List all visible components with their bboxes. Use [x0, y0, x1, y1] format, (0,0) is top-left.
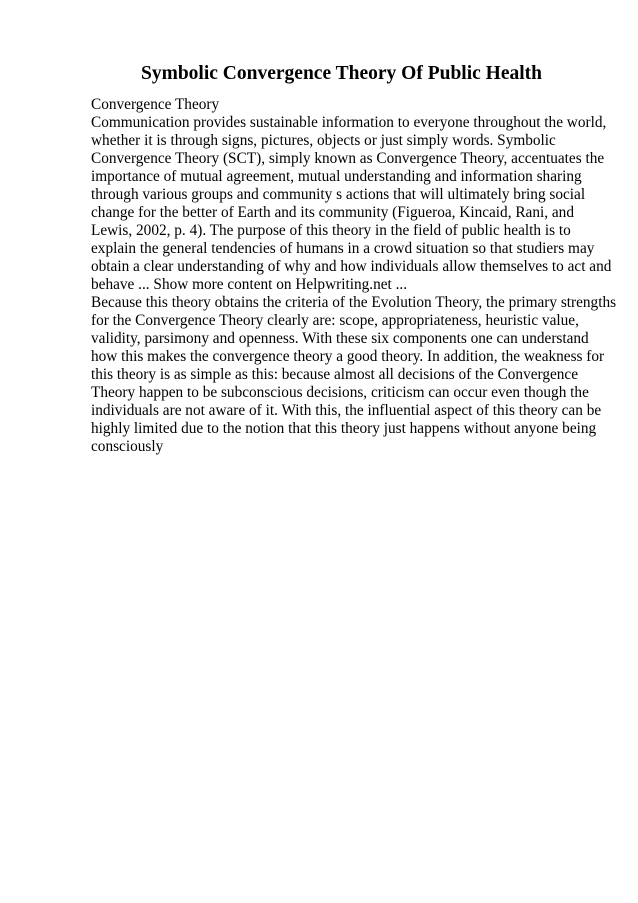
section-heading: Convergence Theory — [91, 96, 220, 113]
body-line: Lewis, 2002, p. 4). The purpose of this theory in the field of public health is to — [91, 222, 571, 239]
document-title: Symbolic Convergence Theory Of Public Health — [141, 63, 542, 84]
body-line: behave ... Show more content on Helpwriting.net ... — [91, 276, 408, 293]
body-line: obtain a clear understanding of why and how individuals allow themselves to act and — [91, 258, 612, 275]
body-line: validity, parsimony and openness. With these six components one can understand — [91, 330, 589, 347]
body-line: individuals are not aware of it. With this, the influential aspect of this theory can be — [91, 402, 602, 419]
body-line: consciously — [91, 438, 164, 455]
body-line: highly limited due to the notion that this theory just happens without anyone being — [91, 420, 597, 437]
body-line: Convergence Theory (SCT), simply known as Convergence Theory, accentuates the — [91, 150, 605, 167]
body-line: Because this theory obtains the criteria of the Evolution Theory, the primary strengths — [91, 294, 617, 311]
body-line: for the Convergence Theory clearly are: scope, appropriateness, heuristic value, — [91, 312, 579, 329]
body-line: how this makes the convergence theory a good theory. In addition, the weakness for — [91, 348, 605, 365]
body-line: this theory is as simple as this: because almost all decisions of the Convergence — [91, 366, 578, 383]
body-line: explain the general tendencies of humans in a crowd situation so that studiers may — [91, 240, 595, 257]
body-line: whether it is through signs, pictures, objects or just simply words. Symbolic — [91, 132, 556, 149]
body-line: change for the better of Earth and its community (Figueroa, Kincaid, Rani, and — [91, 204, 574, 221]
body-line: through various groups and community s actions that will ultimately bring social — [91, 186, 586, 203]
body-line: importance of mutual agreement, mutual understanding and information sharing — [91, 168, 582, 185]
body-line: Communication provides sustainable information to everyone throughout the world, — [91, 114, 607, 131]
body-line: Theory happen to be subconscious decisions, criticism can occur even though the — [91, 384, 589, 401]
